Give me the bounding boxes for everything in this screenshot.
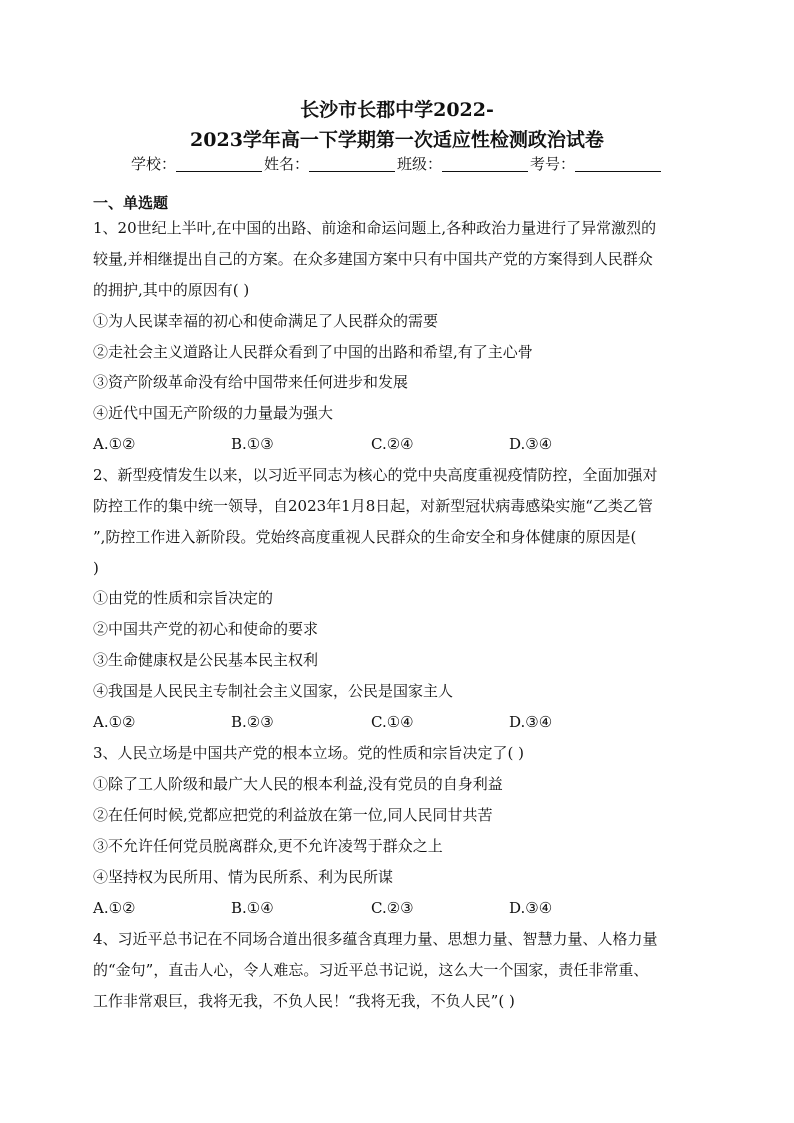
option-a[interactable]: A.①②: [93, 713, 136, 731]
question-2-line: ”,防控工作进入新阶段。党始终高度重视人民群众的生命安全和身体健康的原因是(: [93, 528, 637, 546]
option-b[interactable]: B.①③: [231, 435, 274, 453]
school-label: 学校：: [130, 155, 176, 173]
name-label: 姓名：: [263, 155, 309, 173]
option-d[interactable]: D.③④: [509, 899, 553, 917]
question-2-line: 防控工作的集中统一领导，自2023年1月8日起，对新型冠状病毒感染实施“乙类乙管: [93, 497, 653, 515]
question-1-options: [93, 434, 653, 454]
question-1-statement: ①为人民谋幸福的初心和使命满足了人民群众的需要: [93, 312, 439, 330]
question-1-line: 1、20世纪上半叶,在中国的出路、前途和命运问题上,各种政治力量进行了异常激烈的: [93, 219, 657, 237]
question-3-statement: ③不允许任何党员脱离群众,更不允许凌驾于群众之上: [93, 837, 443, 855]
option-c[interactable]: C.②④: [371, 435, 414, 453]
class-blank[interactable]: [442, 155, 528, 172]
question-2-statement: ③生命健康权是公民基本民主权利: [93, 651, 319, 669]
question-2-line: 2、新型疫情发生以来，以习近平同志为核心的党中央高度重视疫情防控，全面加强对: [93, 466, 658, 484]
question-1-statement: ④近代中国无产阶级的力量最为强大: [93, 404, 334, 422]
question-4-line: 工作非常艰巨，我将无我，不负人民！“我将无我，不负人民”( ): [93, 992, 515, 1010]
option-a[interactable]: A.①②: [93, 899, 136, 917]
option-c[interactable]: C.①④: [371, 713, 414, 731]
question-1-line: 的拥护,其中的原因有( ): [93, 281, 250, 299]
option-d[interactable]: D.③④: [509, 713, 553, 731]
exam-no-blank[interactable]: [575, 155, 661, 172]
question-3-statement: ①除了工人阶级和最广大人民的根本利益,没有党员的自身利益: [93, 775, 503, 793]
question-1-line: 较量,并相继提出自己的方案。在众多建国方案中只有中国共产党的方案得到人民群众: [93, 250, 653, 268]
section-heading: 一、单选题: [93, 194, 169, 212]
name-blank[interactable]: [309, 155, 395, 172]
title-line-2: 2023学年高一下学期第一次适应性检测政治试卷: [190, 129, 604, 151]
title-line-1: 长沙市长郡中学2022-: [300, 99, 494, 121]
student-info-row: [0, 153, 794, 175]
question-1-statement: ②走社会主义道路让人民群众看到了中国的出路和希望,有了主心骨: [93, 343, 533, 361]
option-b[interactable]: B.②③: [231, 713, 274, 731]
question-2-statement: ④我国是人民民主专制社会主义国家，公民是国家主人: [93, 682, 454, 700]
school-blank[interactable]: [176, 155, 262, 172]
question-4-line: 4、习近平总书记在不同场合道出很多蕴含真理力量、思想力量、智慧力量、人格力量: [93, 930, 658, 948]
question-3-statement: ②在任何时候,党都应把党的利益放在第一位,同人民同甘共苦: [93, 806, 493, 824]
option-c[interactable]: C.②③: [371, 899, 414, 917]
question-3-options: [93, 898, 653, 918]
question-3-line: 3、人民立场是中国共产党的根本立场。党的性质和宗旨决定了( ): [93, 744, 525, 762]
question-4-line: 的“金句”，直击人心，令人难忘。习近平总书记说，这么大一个国家，责任非常重、: [93, 961, 649, 979]
question-2-line: ): [93, 559, 99, 577]
question-2-options: [93, 712, 653, 732]
option-a[interactable]: A.①②: [93, 435, 136, 453]
option-b[interactable]: B.①④: [231, 899, 274, 917]
option-d[interactable]: D.③④: [509, 435, 553, 453]
exam-no-label: 考号：: [530, 155, 576, 173]
question-2-statement: ②中国共产党的初心和使命的要求: [93, 620, 319, 638]
question-3-statement: ④坚持权为民所用、情为民所系、利为民所谋: [93, 868, 394, 886]
question-2-statement: ①由党的性质和宗旨决定的: [93, 589, 274, 607]
class-label: 班级：: [397, 155, 443, 173]
question-1-statement: ③资产阶级革命没有给中国带来任何进步和发展: [93, 373, 409, 391]
